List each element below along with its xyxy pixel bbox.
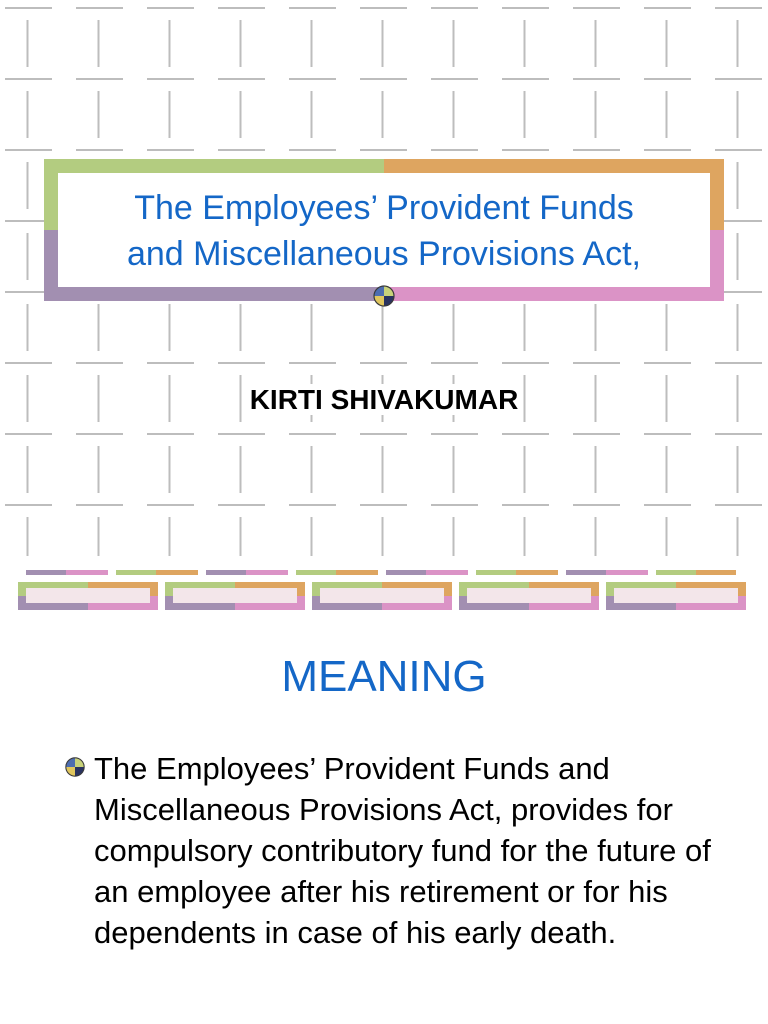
slide-divider — [0, 566, 768, 614]
frame-right-top — [710, 159, 724, 230]
frame-left-bottom — [44, 230, 58, 301]
frame-bottom-right — [384, 287, 724, 301]
thumbnail-3 — [312, 582, 452, 610]
quartered-circle-icon — [64, 756, 86, 778]
meaning-heading: MEANING — [281, 652, 487, 701]
frame-top-right — [384, 159, 724, 173]
divider-thumbnail-row — [18, 582, 746, 610]
frame-right-bottom — [710, 230, 724, 301]
thumbnail-4 — [459, 582, 599, 610]
frame-top-left — [44, 159, 384, 173]
thumbnail-1 — [18, 582, 158, 610]
slide-title — [58, 185, 710, 277]
bullet-text: The Employees’ Provident Funds and Miscellaneous Provisions Act, provides for compulsory contributory fund for the future of an employee after his retirement or for his dependents in case of his early death. — [94, 751, 711, 950]
author-name-text: KIRTI SHIVAKUMAR — [246, 384, 523, 415]
slide-title-line-2: and Miscellaneous Provisions Act, — [126, 235, 642, 273]
author-name — [0, 384, 768, 416]
frame-bottom-left — [44, 287, 384, 301]
thumbnail-5 — [606, 582, 746, 610]
quartered-circle-icon — [372, 284, 396, 308]
frame-left-top — [44, 159, 58, 230]
divider-dash-row — [26, 570, 736, 575]
slide-title-line-1: The Employees’ Provident Funds — [134, 189, 634, 227]
thumbnail-2 — [165, 582, 305, 610]
